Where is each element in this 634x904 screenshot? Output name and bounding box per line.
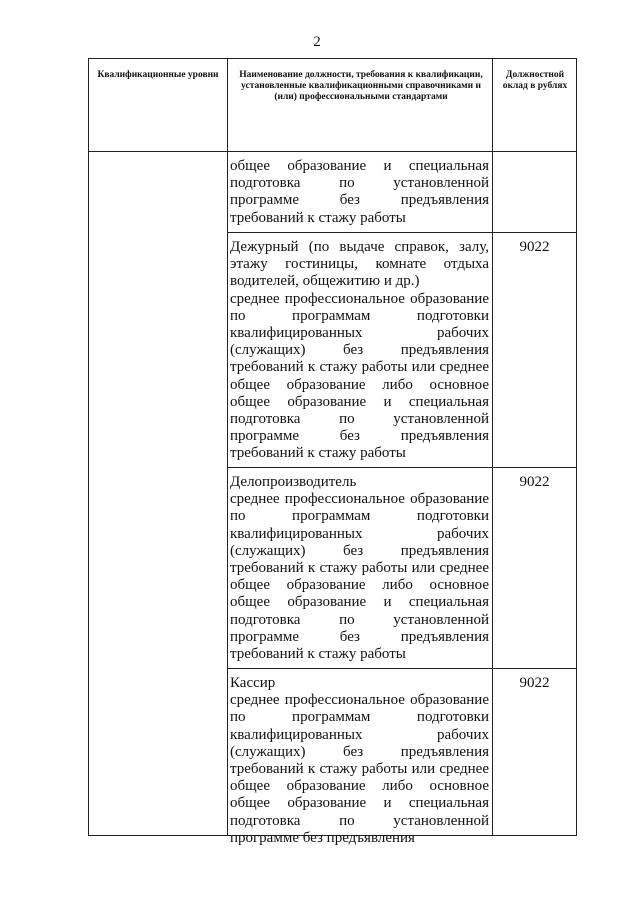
row-4-title: Кассир bbox=[230, 675, 276, 691]
row-3-text bbox=[230, 474, 489, 663]
row-2-salary: 9022 bbox=[519, 239, 550, 255]
row-3-title: Делопроизводитель bbox=[230, 474, 357, 490]
table-border-left bbox=[88, 58, 89, 836]
row-4-requirements: среднее профессиональное образование по программам подготовки квалифицированных рабочих (служащих) без предъявления требований к стажу работы или среднее общее образование либо основное общее образование и специальная подготовка по установленной программе без предъявления bbox=[230, 692, 489, 846]
page-number: 2 bbox=[313, 34, 321, 50]
row-1-requirements: общее образование и специальная подготовка по установленной программе без предъявления требований к стажу работы bbox=[230, 158, 489, 226]
row-4-salary: 9022 bbox=[519, 675, 550, 691]
row-divider-3 bbox=[227, 668, 576, 669]
row-2-title: Дежурный (по выдаче справок, залу, этажу гостиницы, комнате отдыха водителей, общежитию и др.) bbox=[230, 239, 489, 290]
row-1-text bbox=[230, 158, 489, 227]
table-col-divider-1 bbox=[227, 58, 228, 836]
row-divider-2 bbox=[227, 467, 576, 468]
header-qualification-levels: Квалификационные уровни bbox=[97, 70, 219, 80]
table-border-top bbox=[88, 58, 576, 59]
header-salary: Должностной оклад в рублях bbox=[502, 70, 568, 91]
row-2-text bbox=[230, 239, 489, 463]
row-2-requirements: среднее профессиональное образование по программам подготовки квалифицированных рабочих (служащих) без предъявления требований к стажу работы или среднее общее образование либо основное общее образование и специальная подготовка по установленной программе без предъявления требований к стажу работы bbox=[230, 290, 489, 462]
row-divider-1 bbox=[227, 232, 576, 233]
row-3-requirements: среднее профессиональное образование по программам подготовки квалифицированных рабочих (служащих) без предъявления требований к стажу работы или среднее общее образование либо основное общее образование и специальная подготовка по установленной программе без предъявления требований к стажу работы bbox=[230, 491, 489, 663]
table-border-header-bottom bbox=[88, 151, 576, 152]
header-position-requirements: Наименование должности, требования к квалификации, установленные квалификационными справочниками и (или) профессиональными стандартами bbox=[239, 70, 483, 102]
row-4-text bbox=[230, 675, 489, 847]
table-col-divider-2 bbox=[492, 58, 493, 836]
table-border-right bbox=[576, 58, 577, 836]
row-3-salary: 9022 bbox=[519, 474, 550, 490]
